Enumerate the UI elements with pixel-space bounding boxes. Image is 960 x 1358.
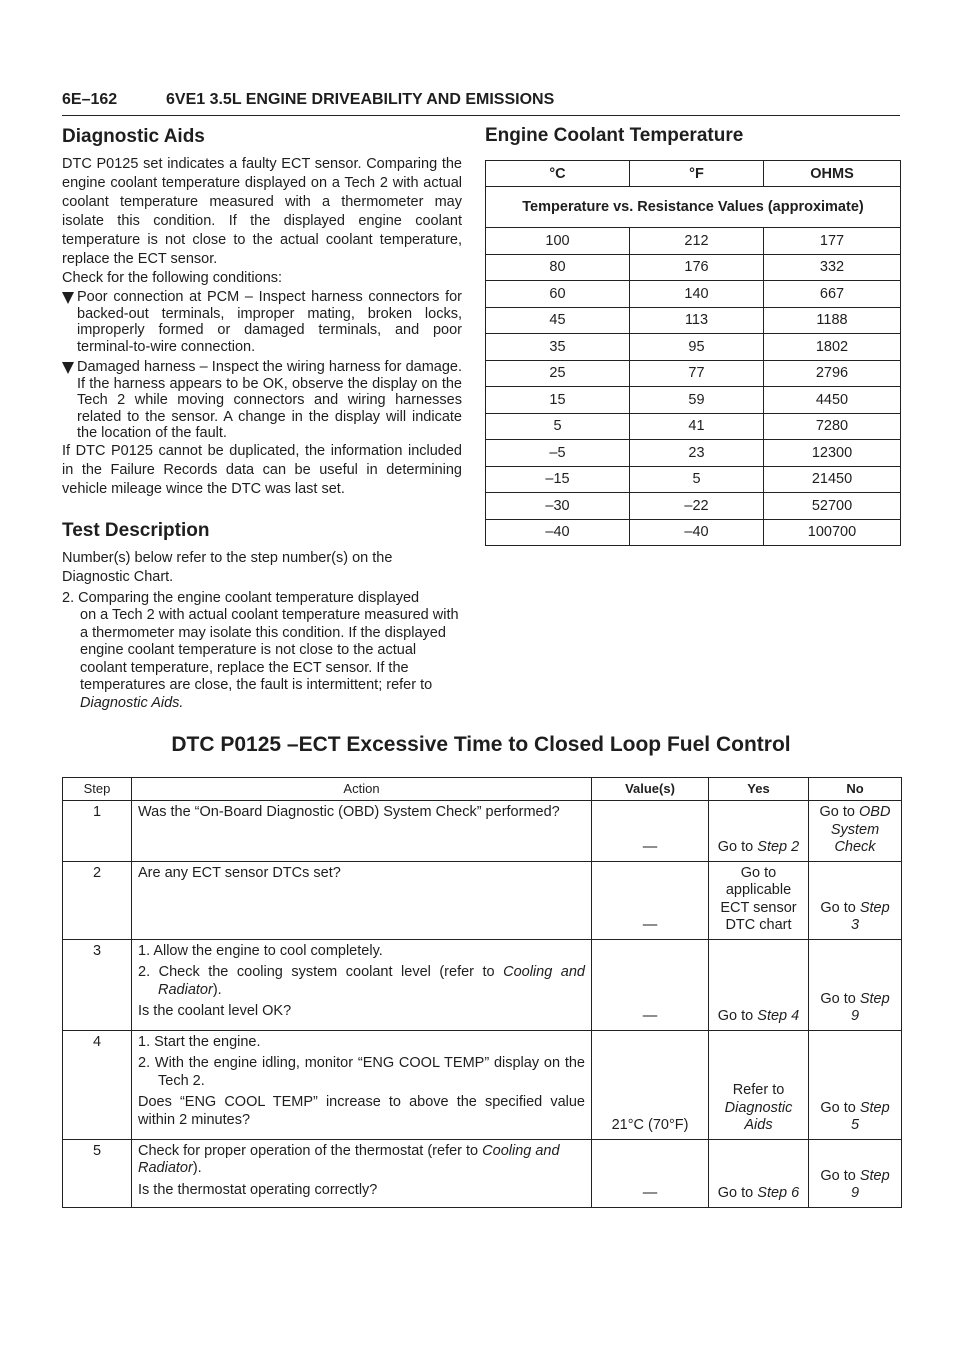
fahrenheit-cell: 59 <box>630 387 764 414</box>
celsius-cell: 80 <box>486 254 630 281</box>
step-value: — <box>592 1139 709 1207</box>
table-row <box>486 519 901 546</box>
no-reference: Step 9 <box>850 1167 890 1201</box>
yes-cell <box>709 939 809 1030</box>
ohms-cell: 21450 <box>764 466 901 493</box>
ohms-cell: 4450 <box>764 387 901 414</box>
fahrenheit-cell: 23 <box>630 440 764 467</box>
test-description-intro: Number(s) below refer to the step number(s) on the Diagnostic Chart. <box>62 549 393 585</box>
step-value: — <box>592 861 709 939</box>
col-action: Action <box>132 778 592 801</box>
ohms-cell: 7280 <box>764 413 901 440</box>
ohms-cell: 667 <box>764 281 901 308</box>
page-header <box>62 91 900 116</box>
yes-prefix: Go to <box>717 1008 758 1024</box>
table-row <box>486 307 901 334</box>
table-row <box>63 861 902 939</box>
test-item-lead: 2. Comparing the engine coolant temperature displayed <box>62 589 420 606</box>
yes-reference: Step 2 <box>757 839 800 855</box>
diagnostic-aids-intro: DTC P0125 set indicates a faulty ECT sensor. Comparing the engine coolant temperature displayed on a Tech 2 with actual coolant temperature measured with a thermometer may isolate this condition. If the displayed engine coolant temperature is not close to the actual coolant temperature, replace the ECT sensor. <box>62 156 462 267</box>
celsius-cell: 100 <box>486 228 630 255</box>
action-substep <box>138 1143 585 1178</box>
check-conditions-line: Check for the following conditions: <box>62 270 283 286</box>
no-prefix: Go to <box>820 990 860 1007</box>
action-question: Is the coolant level OK? <box>138 1003 292 1019</box>
table-row <box>486 281 901 308</box>
table-row <box>486 466 901 493</box>
action-substep: 1. Allow the engine to cool completely. <box>138 942 383 959</box>
col-ohms: OHMS <box>764 161 901 187</box>
action-substep <box>138 964 585 999</box>
yes-prefix: Go to <box>717 1185 758 1201</box>
no-prefix: Go to <box>820 1099 860 1116</box>
no-cell <box>809 939 902 1030</box>
celsius-cell: 15 <box>486 387 630 414</box>
yes-reference: Step 6 <box>757 1185 800 1201</box>
action-text: ). <box>212 981 222 998</box>
no-cell <box>809 1030 902 1139</box>
step-number: 5 <box>63 1139 132 1207</box>
table-row <box>486 413 901 440</box>
yes-cell <box>709 801 809 862</box>
col-celsius: °C <box>486 161 630 187</box>
fahrenheit-cell: 140 <box>630 281 764 308</box>
table-row <box>63 1139 902 1207</box>
test-item-body <box>62 607 462 712</box>
step-action <box>132 1139 592 1207</box>
fahrenheit-cell: 212 <box>630 228 764 255</box>
table-row <box>486 334 901 361</box>
fahrenheit-cell: 77 <box>630 360 764 387</box>
celsius-cell: –5 <box>486 440 630 467</box>
table-row <box>486 228 901 255</box>
test-item-text: on a Tech 2 with actual coolant temperature measured with a thermometer may isolate this condition. If the displayed engine coolant temperature is not close to the actual coolant temperature, replace the ECT sensor. If the temperatures are close, the fault is intermittent; refer to <box>80 607 459 693</box>
dtc-header-row <box>63 778 902 801</box>
fahrenheit-cell: 113 <box>630 307 764 334</box>
step-action: Are any ECT sensor DTCs set? <box>132 861 592 939</box>
test-item-reference: Diagnostic Aids. <box>80 694 184 711</box>
col-no: No <box>809 778 902 801</box>
fahrenheit-cell: 176 <box>630 254 764 281</box>
ect-header-row <box>486 161 901 187</box>
yes-prefix: Refer to <box>732 1082 785 1098</box>
step-value: — <box>592 801 709 862</box>
table-row <box>63 1030 902 1139</box>
fahrenheit-cell: 5 <box>630 466 764 493</box>
yes-reference: Step 4 <box>757 1008 800 1024</box>
no-reference: Step 5 <box>850 1099 890 1133</box>
yes-prefix: Go to <box>717 839 758 855</box>
test-description-heading: Test Description <box>62 519 210 541</box>
step-action: Was the “On-Board Diagnostic (OBD) System Check” performed? <box>132 801 592 862</box>
fahrenheit-cell: –40 <box>630 519 764 546</box>
step-action <box>132 1030 592 1139</box>
ect-subheading: Temperature vs. Resistance Values (approximate) <box>486 187 901 228</box>
yes-reference: Diagnostic Aids <box>724 1099 793 1133</box>
ect-rows <box>486 228 901 546</box>
table-row <box>486 440 901 467</box>
dtc-title: DTC P0125 –ECT Excessive Time to Closed Loop Fuel Control <box>171 733 791 756</box>
no-cell <box>809 801 902 862</box>
step-number: 4 <box>63 1030 132 1139</box>
celsius-cell: –15 <box>486 466 630 493</box>
ohms-cell: 332 <box>764 254 901 281</box>
no-prefix: Go to <box>820 1167 860 1184</box>
ect-resistance-table <box>485 160 901 546</box>
no-reference: OBD System Check <box>830 804 891 855</box>
ohms-cell: 2796 <box>764 360 901 387</box>
step-value: 21°C (70°F) <box>592 1030 709 1139</box>
action-substep: 1. Start the engine. <box>138 1033 261 1050</box>
dtc-diagnostic-table <box>62 777 902 1208</box>
action-question: Does “ENG COOL TEMP” increase to above the specified value within 2 minutes? <box>138 1094 585 1128</box>
right-column <box>485 124 901 546</box>
yes-cell: Go to applicable ECT sensor DTC chart <box>709 861 809 939</box>
table-row <box>486 387 901 414</box>
action-text: Check for proper operation of the thermostat (refer to <box>138 1142 483 1159</box>
test-description-item <box>62 590 462 713</box>
ect-heading: Engine Coolant Temperature <box>485 125 744 146</box>
condition-bullet: Damaged harness – Inspect the wiring harness for damage. If the harness appears to be OK, observe the display on the Tech 2 while moving connectors and wiring harnesses related to the sensor. A change in the display will indicate the location of the fault. <box>62 359 462 442</box>
celsius-cell: 25 <box>486 360 630 387</box>
step-value: — <box>592 939 709 1030</box>
action-reference: Cooling and Radiator <box>138 1142 560 1176</box>
action-text: ). <box>192 1160 202 1176</box>
no-reference: Step 9 <box>850 990 890 1024</box>
celsius-cell: 5 <box>486 413 630 440</box>
no-cell <box>809 861 902 939</box>
page-number: 6E–162 <box>62 91 118 108</box>
no-cell <box>809 1139 902 1207</box>
condition-bullet: Poor connection at PCM – Inspect harness connectors for backed-out terminals, improper mating, broken locks, improperly formed or damaged terminals, and poor terminal-to-wire connection. <box>62 289 462 355</box>
celsius-cell: 45 <box>486 307 630 334</box>
table-row <box>486 493 901 520</box>
page-title: 6VE1 3.5L ENGINE DRIVEABILITY AND EMISSIONS <box>166 91 555 108</box>
yes-cell <box>709 1139 809 1207</box>
table-row <box>63 939 902 1030</box>
fahrenheit-cell: 41 <box>630 413 764 440</box>
table-row <box>486 360 901 387</box>
celsius-cell: –30 <box>486 493 630 520</box>
action-substep: 2. With the engine idling, monitor “ENG COOL TEMP” display on the Tech 2. <box>138 1055 585 1089</box>
action-reference: Cooling and Radiator <box>158 964 585 998</box>
step-action <box>132 939 592 1030</box>
fahrenheit-cell: 95 <box>630 334 764 361</box>
yes-cell <box>709 1030 809 1139</box>
action-text: 2. Check the cooling system coolant level (refer to <box>138 964 504 980</box>
celsius-cell: 35 <box>486 334 630 361</box>
step-number: 1 <box>63 801 132 862</box>
diagnostic-aids-closing: If DTC P0125 cannot be duplicated, the information included in the Failure Records data can be useful in determining vehicle mileage wince the DTC was last set. <box>62 442 462 497</box>
left-column <box>62 125 462 712</box>
ohms-cell: 12300 <box>764 440 901 467</box>
diagnostic-aids-heading: Diagnostic Aids <box>62 126 205 147</box>
col-values: Value(s) <box>592 778 709 801</box>
step-number: 2 <box>63 861 132 939</box>
celsius-cell: –40 <box>486 519 630 546</box>
table-row <box>486 254 901 281</box>
col-yes: Yes <box>709 778 809 801</box>
no-reference: Step 3 <box>850 899 890 933</box>
fahrenheit-cell: –22 <box>630 493 764 520</box>
ohms-cell: 1802 <box>764 334 901 361</box>
ohms-cell: 1188 <box>764 307 901 334</box>
no-prefix: Go to <box>819 804 860 820</box>
celsius-cell: 60 <box>486 281 630 308</box>
no-prefix: Go to <box>820 899 860 916</box>
step-number: 3 <box>63 939 132 1030</box>
action-question: Is the thermostat operating correctly? <box>138 1181 378 1198</box>
ohms-cell: 52700 <box>764 493 901 520</box>
col-fahrenheit: °F <box>630 161 764 187</box>
ohms-cell: 177 <box>764 228 901 255</box>
ohms-cell: 100700 <box>764 519 901 546</box>
table-row <box>63 801 902 862</box>
col-step: Step <box>63 778 132 801</box>
